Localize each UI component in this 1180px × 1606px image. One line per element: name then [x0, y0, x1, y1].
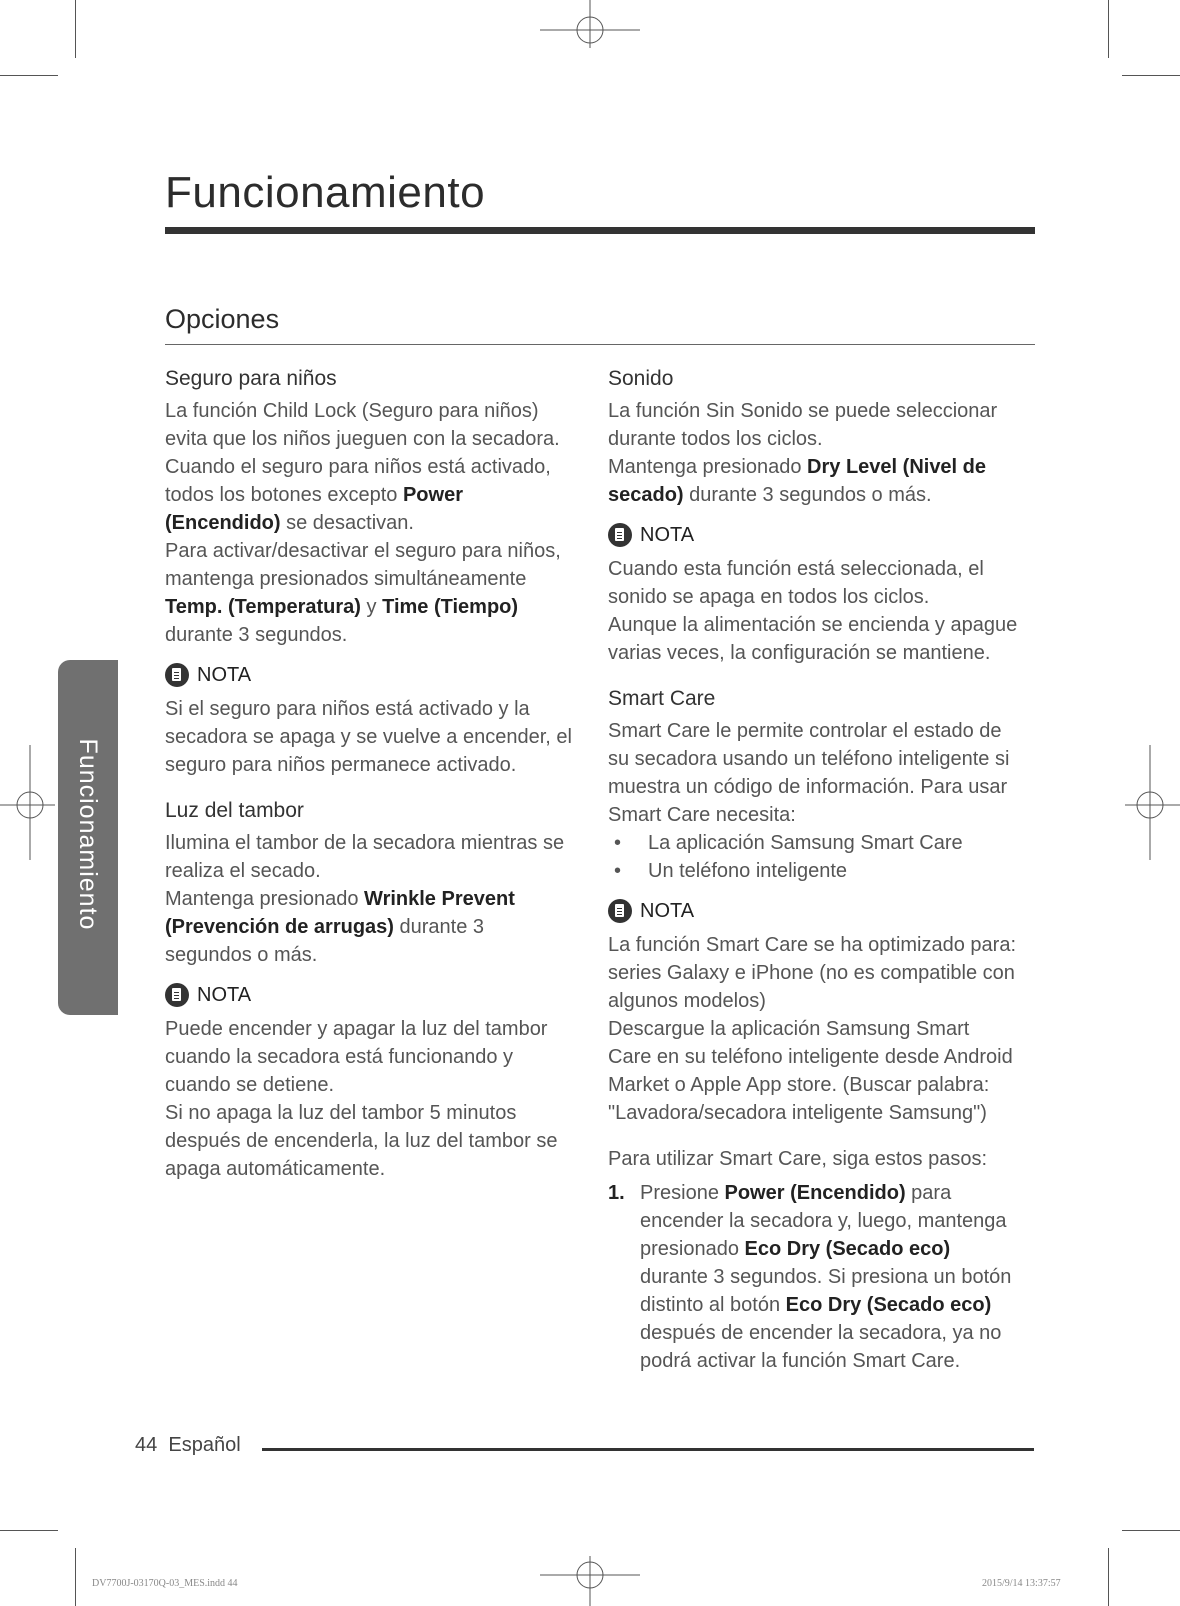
- note-icon: [608, 899, 632, 923]
- heading-child-lock: Seguro para niños: [165, 367, 337, 390]
- footer-rule: [262, 1448, 1034, 1451]
- registration-mark-left: [0, 745, 60, 865]
- section-title: Opciones: [165, 304, 280, 334]
- crop-mark: [1108, 1548, 1109, 1606]
- note-text: Cuando esta función está seleccionada, el sonido se apaga en todos los ciclos.: [608, 558, 984, 608]
- paragraph: Mantenga presionado Wrinkle Prevent (Prevención de arrugas) durante 3 segundos o más.: [165, 888, 515, 966]
- registration-mark-right: [1120, 745, 1180, 865]
- registration-mark-top: [530, 0, 650, 60]
- note-text: La función Smart Care se ha optimizado para: series Galaxy e iPhone (no es compatible con algunos modelos): [608, 934, 1016, 1012]
- paragraph: Mantenga presionado Dry Level (Nivel de secado) durante 3 segundos o más.: [608, 456, 987, 506]
- note-icon: [165, 983, 189, 1007]
- crop-mark: [0, 1530, 58, 1531]
- heading-sound: Sonido: [608, 367, 674, 390]
- note-text: Aunque la alimentación se encienda y apague varias veces, la configuración se mantiene.: [608, 614, 1018, 664]
- note-text: Si no apaga la luz del tambor 5 minutos después de encenderla, la luz del tambor se apaga automáticamente.: [165, 1102, 558, 1180]
- slug-right: 2015/9/14 13:37:57: [982, 1578, 1061, 1589]
- page-title: Funcionamiento: [165, 168, 486, 217]
- slug-left: DV7700J-03170Q-03_MES.indd 44: [92, 1578, 238, 1589]
- note-text: Puede encender y apagar la luz del tambor cuando la secadora está funcionando y cuando se detiene.: [165, 1018, 548, 1096]
- crop-mark: [75, 1548, 76, 1606]
- note-text: Descargue la aplicación Samsung Smart Care en su teléfono inteligente desde Android Market o Apple App store. (Buscar palabra: "Lavadora/secadora inteligente Samsung"): [608, 1018, 1013, 1124]
- note-text: Si el seguro para niños está activado y la secadora se apaga y se vuelve a encender, el seguro para niños permanece activado.: [165, 698, 572, 776]
- page-number: 44 Español: [135, 1434, 241, 1456]
- list-item: • La aplicación Samsung Smart Care: [614, 832, 963, 854]
- crop-mark: [1122, 75, 1180, 76]
- list-item: • Un teléfono inteligente: [614, 860, 848, 882]
- registration-mark-bottom: [530, 1548, 650, 1606]
- note-header: NOTA: [165, 981, 575, 1009]
- crop-mark: [0, 75, 58, 76]
- title-rule: [165, 227, 1035, 234]
- note-icon: [608, 523, 632, 547]
- crop-mark: [1108, 0, 1109, 58]
- paragraph: La función Sin Sonido se puede seleccionar durante todos los ciclos.: [608, 400, 998, 450]
- paragraph: Para utilizar Smart Care, siga estos pasos:: [608, 1148, 988, 1170]
- paragraph: Para activar/desactivar el seguro para niños, mantenga presionados simultáneamente Temp. (Temperatura) y Time (Tiempo) durante 3 segundos.: [165, 540, 561, 646]
- section-rule: [165, 344, 1035, 345]
- left-column: [165, 365, 575, 1183]
- heading-drum-light: Luz del tambor: [165, 799, 304, 822]
- footer-language: Español: [168, 1434, 241, 1456]
- numbered-step: 1. Presione Power (Encendido) para encender la secadora y, luego, mantenga presionado Eco Dry (Secado eco) durante 3 segundos. Si presiona un botón distinto al botón Eco Dry (Secado eco) después de encender la secadora, ya no podrá activar la función Smart Care.: [608, 1182, 1012, 1372]
- side-tab: [58, 660, 118, 1015]
- note-header: NOTA: [165, 661, 575, 689]
- paragraph: Smart Care le permite controlar el estado de su secadora usando un teléfono inteligente si muestra un código de información. Para usar Smart Care necesita:: [608, 720, 1010, 826]
- note-icon: [165, 663, 189, 687]
- heading-smart-care: Smart Care: [608, 687, 716, 710]
- note-header: NOTA: [608, 897, 1018, 925]
- paragraph: Ilumina el tambor de la secadora mientras se realiza el secado.: [165, 832, 565, 882]
- note-header: NOTA: [608, 521, 1018, 549]
- crop-mark: [75, 0, 76, 58]
- side-tab-label: Funcionamiento: [74, 738, 102, 931]
- crop-mark: [1122, 1530, 1180, 1531]
- paragraph: La función Child Lock (Seguro para niños) evita que los niños jueguen con la secadora. Cuando el seguro para niños está activado, todos los botones excepto Power (Encendido) se desactivan.: [165, 400, 560, 534]
- right-column: [608, 365, 1018, 1375]
